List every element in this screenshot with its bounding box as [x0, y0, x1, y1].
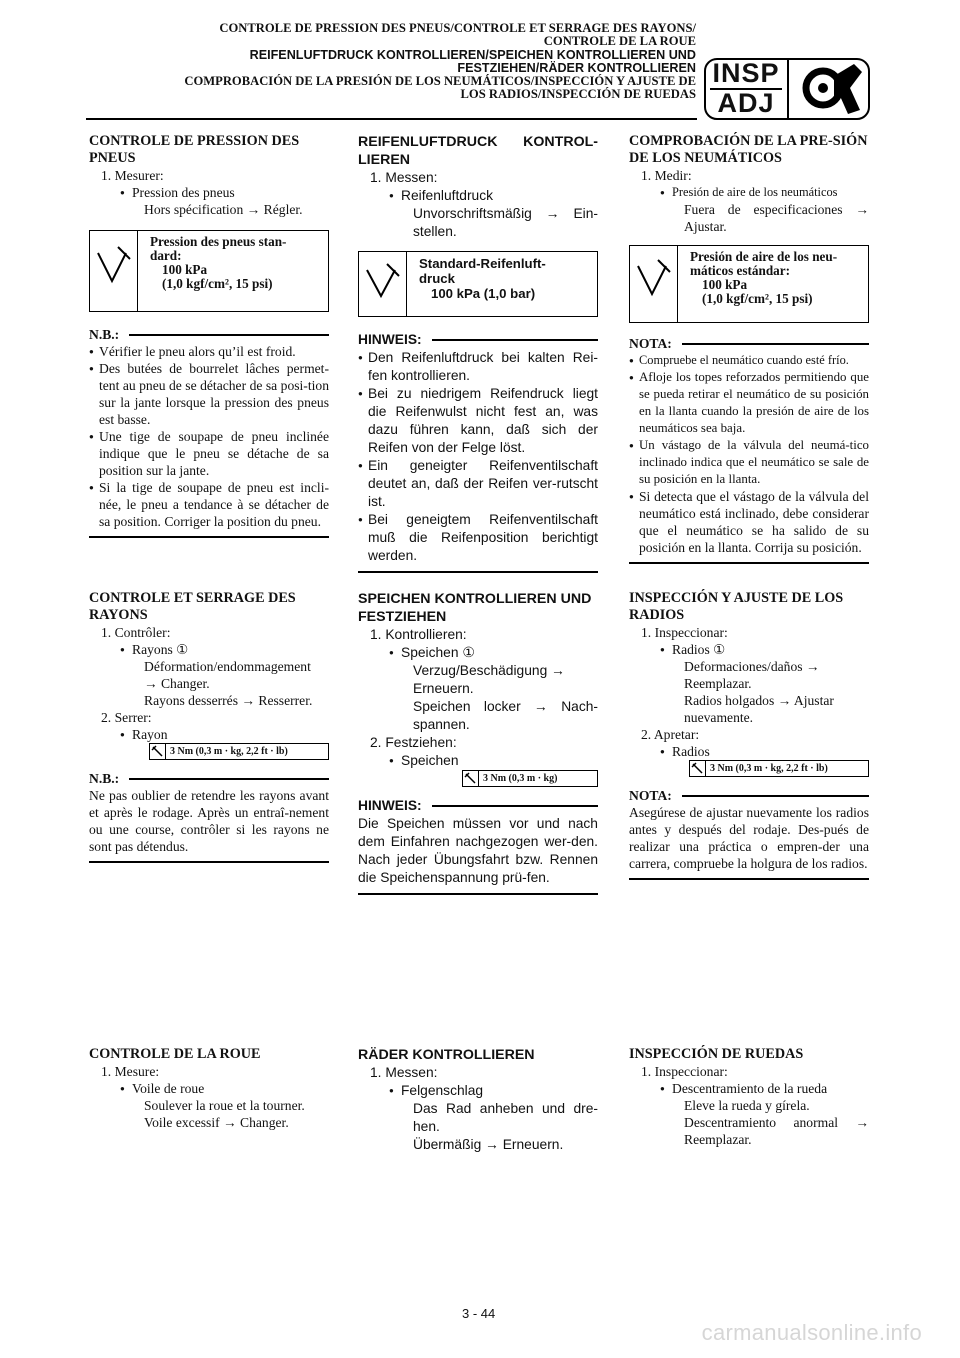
note-label: NOTA:: [629, 336, 672, 351]
watermark: carmanualsonline.info: [701, 1320, 922, 1345]
sub-text: Verzug/Beschädigung →: [413, 663, 565, 678]
section-title: INSPECCIÓN Y AJUSTE DE LOS RADIOS: [629, 590, 844, 623]
spec-value: (1,0 kgf/cm², 15 psi): [162, 276, 273, 291]
bullet: ● Felgenschlag: [401, 1082, 598, 1100]
spec-value: 100 kPa: [162, 262, 208, 277]
note-item: ● Un vástago de la válvula del neumá-tico inclinado indica que el neumático se sale de su posición en la llanta.: [629, 437, 869, 488]
sub-text: Rayons desserrés → Resserrer.: [144, 693, 313, 708]
section-title: INSPECCIÓN DE RUEDAS: [629, 1046, 804, 1062]
bullet: ● Descentramiento de la rueda: [672, 1080, 869, 1097]
header-line: COMPROBACIÓN DE LA PRESIÓN DE LOS NEUMÁTICOS/INSPECCIÓN Y AJUSTE DE: [184, 74, 696, 89]
spec-wrench-icon: [630, 246, 678, 322]
note-label: N.B.:: [89, 771, 120, 786]
header-line: FESTZIEHEN/RÄDER KONTROLLIEREN: [457, 60, 696, 75]
step: 1. Messen:: [370, 1065, 438, 1080]
wrench-inspection-icon: [790, 58, 870, 120]
sub-text: Voile excessif → Changer.: [144, 1115, 289, 1130]
sub-text: Descentramiento anormal → Reemplazar.: [684, 1115, 869, 1147]
step: 1. Mesure:: [101, 1064, 160, 1079]
fr-spokes-section: [89, 590, 329, 863]
bullet: ● Voile de roue: [132, 1080, 329, 1097]
fr-wheel-section: [89, 1046, 329, 1131]
sub-text: Speichen locker → Nach-spannen.: [413, 699, 598, 732]
section-title: RÄDER KONTROLLIEREN: [358, 1047, 535, 1063]
bullet: ● Presión de aire de los neumáticos: [672, 184, 869, 201]
de-spokes-section: [358, 590, 598, 895]
spec-line: Pression des pneus stan-: [150, 234, 287, 249]
section-title: CONTROLE ET SERRAGE DES RAYONS: [89, 590, 296, 623]
section-title: CONTROLE DE PRESSION DES PNEUS: [89, 133, 300, 166]
note-item: ● Den Reifenluftdruck bei kalten Rei-fen kontrollieren.: [358, 349, 598, 385]
spec-line: druck: [419, 271, 455, 286]
header-line: CONTROLE DE PRESSION DES PNEUS/CONTROLE ET SERRAGE DES RAYONS/: [219, 21, 696, 35]
spec-line: dard:: [150, 248, 182, 263]
sub-text: Soulever la roue et la tourner.: [144, 1098, 305, 1113]
section-title: CONTROLE DE LA ROUE: [89, 1046, 261, 1062]
spec-box: [358, 251, 598, 317]
note-text: Asegúrese de ajustar nuevamente los radios antes y después del rodaje. Des-pués de realizar una práctica o empren-der una carrera, compruebe la holgura de los radios.: [629, 805, 869, 871]
step: 1. Kontrollieren:: [370, 627, 467, 642]
step: 1. Inspeccionar:: [641, 1064, 728, 1079]
bullet: ● Reifenluftdruck: [401, 187, 598, 205]
section-title: REIFENLUFTDRUCK KONTROL-LIEREN: [358, 134, 598, 168]
sub-text: Unvorschriftsmäßig → Ein-stellen.: [413, 206, 598, 239]
header-line: LOS RADIOS/INSPECCIÓN DE RUEDAS: [460, 87, 696, 102]
note-label: NOTA:: [629, 788, 672, 803]
sub-text: Fuera de especificaciones → Ajustar.: [684, 202, 869, 234]
spec-box: [89, 230, 329, 312]
torque-value: 3 Nm (0,3 m · kg, 2,2 ft · lb): [170, 746, 288, 757]
sub-text: Das Rad anheben und dre-hen.: [413, 1101, 598, 1134]
step: 1. Contrôler:: [101, 625, 171, 640]
sub-text: → Changer.: [144, 676, 210, 691]
sub-text: Radios holgados → Ajustar nuevamente.: [684, 693, 834, 725]
bullet: ● Speichen: [401, 752, 598, 770]
bullet: ● Radios: [672, 743, 869, 760]
header-line: CONTROLE DE LA ROUE: [543, 34, 696, 49]
note-item: ● Compruebe el neumático cuando esté frío.: [629, 352, 869, 369]
spec-wrench-icon: [90, 231, 138, 311]
section-title: SPEICHEN KONTROLLIEREN UND FESTZIEHEN: [358, 591, 592, 625]
insp-adj-badge: [704, 58, 870, 120]
spec-value: 100 kPa (1,0 bar): [431, 286, 536, 301]
es-tire-pressure-section: [629, 133, 869, 564]
bullet: ● Radios ①: [672, 641, 869, 658]
header-rule: [86, 118, 697, 120]
page-header: [56, 22, 696, 102]
torque-spec: [149, 743, 329, 760]
spec-line: máticos estándar:: [690, 263, 790, 278]
step: 2. Serrer:: [101, 710, 152, 725]
step: 2. Apretar:: [641, 727, 700, 742]
step: 1. Mesurer:: [101, 168, 164, 183]
note-item: ● Des butées de bourrelet lâches permet-tent au pneu de se détacher de sa posi-tion sur la jante lorsque la pression des pneus est basse.: [89, 360, 329, 428]
note-item: ● Ein geneigter Reifenventilschaft deutet an, daß der Reifen ver-rutscht ist.: [358, 457, 598, 511]
sub-text: Hors spécification → Régler.: [144, 202, 303, 217]
torque-wrench-icon: [463, 771, 479, 786]
note-text: Die Speichen müssen vor und nach dem Einfahren nachgezogen wer-den. Nach jeder Übungsfahrt bzw. Rennen die Speichenspannung prü-fen.: [358, 816, 598, 885]
de-tire-pressure-section: [358, 133, 598, 573]
section-title: COMPROBACIÓN DE LA PRE-SIÓN DE LOS NEUMÁTICOS: [629, 133, 868, 166]
note-label: HINWEIS:: [358, 798, 422, 813]
note-item: ● Afloje los topes reforzados permitiendo que se pueda retirar el neumático de su posición en la llanta cuando la presión de aire de los neumáticos sea baja.: [629, 369, 869, 437]
note-label: N.B.:: [89, 327, 120, 342]
spec-value: 100 kPa: [702, 277, 748, 292]
badge-insp: INSP: [712, 58, 780, 88]
note-text: Ne pas oublier de retendre les rayons avant et après le rodage. Après un entraî-nement ou une course, contrôler si les rayons ne sont pas détendus.: [89, 788, 329, 854]
spec-box: [629, 245, 869, 323]
es-spokes-section: [629, 590, 869, 880]
note-item: ● Si detecta que el vástago de la válvula del neumático está inclinado, debe considerar que el neumático se ha salido de su posición en la llanta. Corrija su posición.: [629, 488, 869, 556]
spec-line: Standard-Reifenluft-: [419, 256, 546, 271]
torque-spec: [462, 770, 598, 787]
sub-text: Erneuern.: [413, 681, 474, 696]
note-item: ● Si la tige de soupape de pneu est incli-née, le pneu a tendance à se détacher de sa position. Corriger la position du pneu.: [89, 479, 329, 530]
torque-value: 3 Nm (0,3 m · kg, 2,2 ft · lb): [710, 763, 828, 774]
badge-adj: ADJ: [717, 88, 775, 118]
sub-text: Eleve la rueda y gírela.: [684, 1098, 810, 1113]
step: 2. Festziehen:: [370, 735, 457, 750]
bullet: ● Rayon: [132, 726, 329, 743]
bullet: ● Rayons ①: [132, 641, 329, 658]
note-item: ● Vérifier le pneu alors qu’il est froid.: [89, 343, 329, 360]
sub-text: Deformaciones/daños →: [684, 659, 820, 674]
torque-value: 3 Nm (0,3 m · kg): [483, 773, 558, 784]
note-item: ● Une tige de soupape de pneu inclinée indique que le pneu se détache de sa position sur la jante.: [89, 428, 329, 479]
bullet: ● Pression des pneus: [132, 184, 329, 201]
sub-text: Reemplazar.: [684, 676, 752, 691]
page-number: 3 - 44: [462, 1306, 496, 1321]
torque-spec: [689, 760, 869, 777]
sub-text: Übermäßig → Erneuern.: [413, 1137, 564, 1152]
note-item: ● Bei geneigtem Reifenventilschaft muß die Reifenposition berichtigt werden.: [358, 511, 598, 565]
spec-value: (1,0 kgf/cm², 15 psi): [702, 291, 813, 306]
spec-wrench-icon: [359, 252, 407, 316]
torque-wrench-icon: [690, 761, 706, 776]
note-label: HINWEIS:: [358, 332, 422, 347]
es-wheel-section: [629, 1046, 869, 1148]
step: 1. Messen:: [370, 170, 438, 185]
bullet: ● Speichen ①: [401, 644, 598, 662]
sub-text: Déformation/endommagement: [144, 659, 311, 674]
torque-wrench-icon: [150, 744, 166, 759]
spec-line: Presión de aire de los neu-: [690, 249, 838, 264]
fr-tire-pressure-section: [89, 133, 329, 538]
de-wheel-section: [358, 1046, 598, 1154]
step: 1. Inspeccionar:: [641, 625, 728, 640]
header-line: REIFENLUFTDRUCK KONTROLLIEREN/SPEICHEN KONTROLLIEREN UND: [249, 47, 696, 62]
note-item: ● Bei zu niedrigem Reifendruck liegt die Reifenwulst nicht fest an, was dazu führen kann, daß sich der Reifen von der Felge löst.: [358, 385, 598, 457]
step: 1. Medir:: [641, 168, 692, 183]
